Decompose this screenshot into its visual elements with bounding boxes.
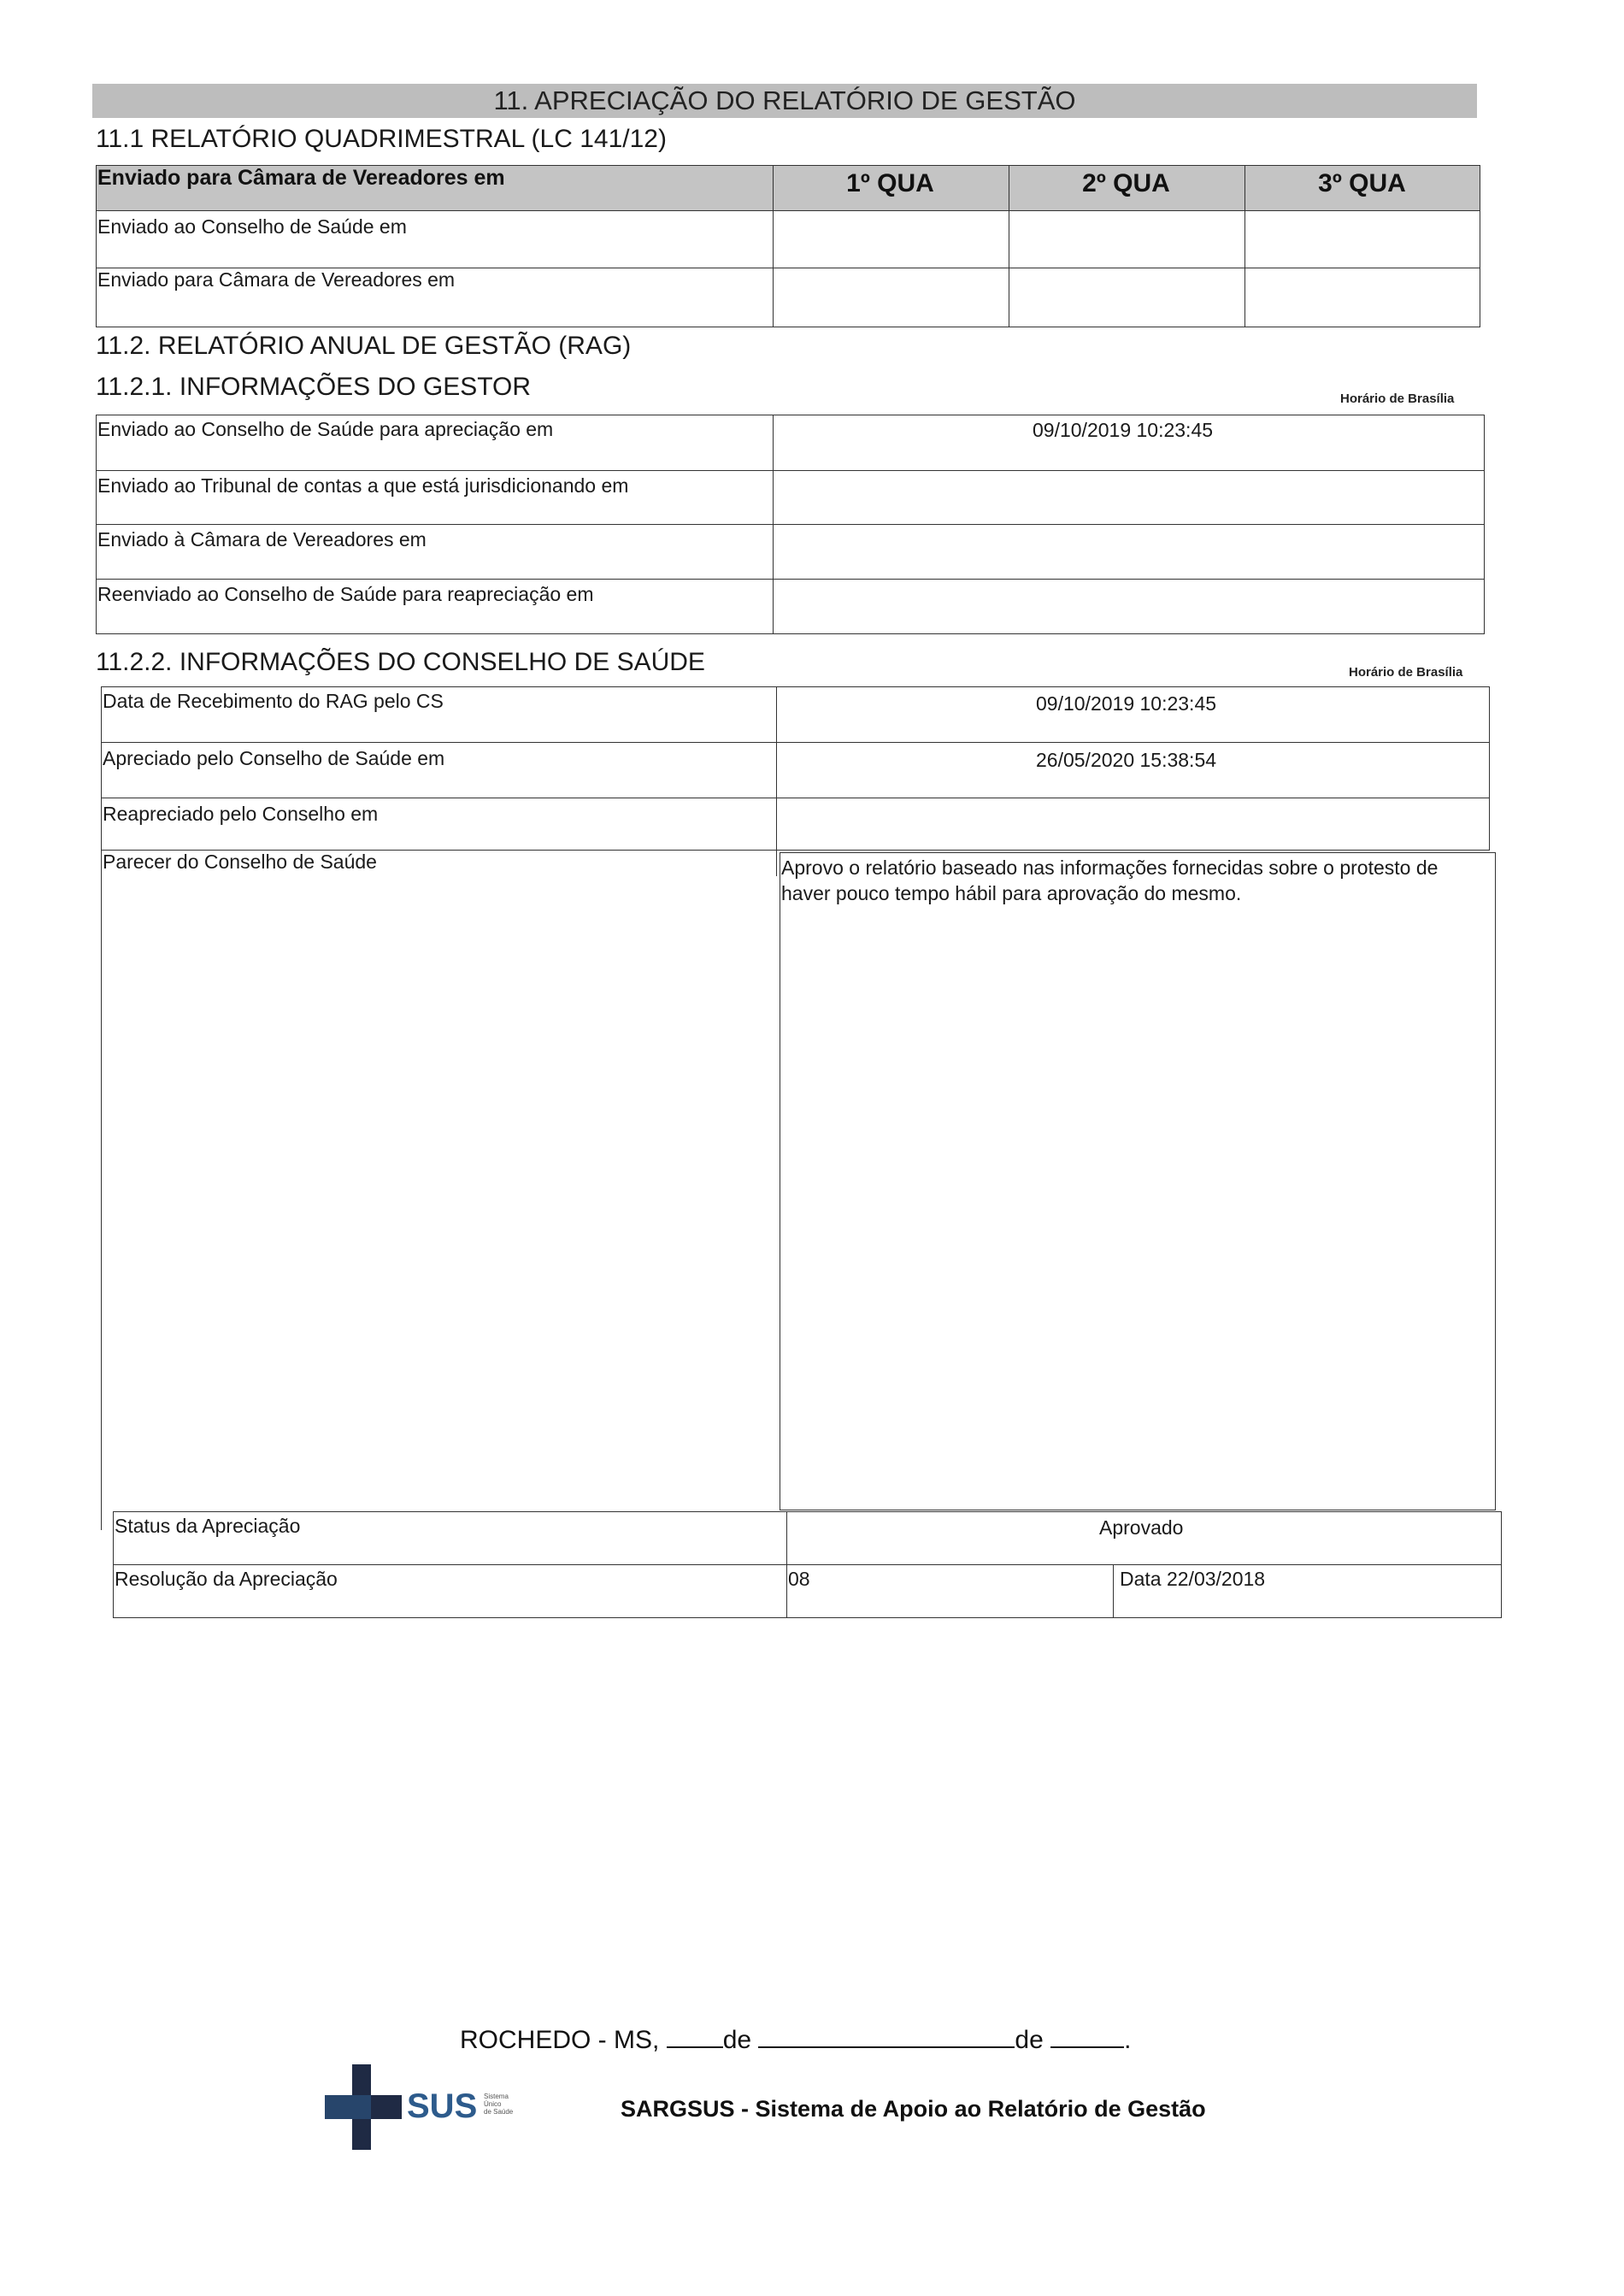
divider	[773, 415, 774, 634]
divider	[786, 1511, 787, 1618]
sus-logo-subtitle: Sistema Único de Saúde	[484, 2093, 514, 2116]
month-blank	[758, 2028, 1015, 2048]
conselho-row-value: 09/10/2019 10:23:45	[1036, 692, 1217, 715]
resolucao-date: Data 22/03/2018	[1120, 1568, 1266, 1590]
day-blank	[667, 2028, 723, 2048]
gestor-row-label: Enviado ao Tribunal de contas a que está jurisdicionando em	[97, 474, 629, 497]
parecer-box	[780, 852, 1496, 1510]
gestor-row-label: Enviado ao Conselho de Saúde para apreciação em	[97, 418, 554, 440]
divider	[96, 579, 1485, 580]
divider	[101, 851, 102, 1530]
sus-logo-text: SUS	[407, 2087, 478, 2125]
divider	[773, 165, 774, 327]
gestor-row-value: 09/10/2019 10:23:45	[1033, 419, 1214, 441]
column-3-qua: 3º QUA	[1318, 169, 1406, 197]
place-label: ROCHEDO - MS,	[460, 2026, 660, 2054]
divider	[96, 524, 1485, 525]
year-blank	[1050, 2028, 1124, 2048]
parecer-text: Aprovo o relatório baseado nas informações fornecidas sobre o protesto de haver pouco tempo hábil para aprovação do mesmo.	[781, 857, 1439, 904]
parecer-label: Parecer do Conselho de Saúde	[103, 851, 377, 873]
divider	[96, 210, 1480, 211]
system-title: SARGSUS - Sistema de Apoio ao Relatório de Gestão	[621, 2096, 1206, 2122]
divider	[776, 686, 777, 851]
column-1-qua: 1º QUA	[846, 169, 934, 197]
gestor-heading: 11.2.1. INFORMAÇÕES DO GESTOR	[96, 373, 532, 401]
quadrimestral-row-label: Enviado ao Conselho de Saúde em	[97, 215, 407, 238]
divider	[776, 851, 777, 876]
sus-cross-icon	[325, 2064, 402, 2150]
resolucao-value: 08	[788, 1568, 810, 1590]
quadrimestral-heading: 11.1 RELATÓRIO QUADRIMESTRAL (LC 141/12)	[96, 125, 667, 153]
column-2-qua: 2º QUA	[1082, 169, 1170, 197]
quadrimestral-row-label: Enviado para Câmara de Vereadores em	[97, 268, 456, 291]
resolucao-label: Resolução da Apreciação	[115, 1568, 338, 1590]
conselho-row-value: 26/05/2020 15:38:54	[1036, 749, 1217, 771]
conselho-row-label: Reapreciado pelo Conselho em	[103, 803, 379, 825]
quadrimestral-header-label: Enviado para Câmara de Vereadores em	[97, 166, 505, 190]
section-title: 11. APRECIAÇÃO DO RELATÓRIO DE GESTÃO	[92, 84, 1477, 118]
rag-heading: 11.2. RELATÓRIO ANUAL DE GESTÃO (RAG)	[96, 332, 632, 360]
quadrimestral-border	[96, 165, 1480, 327]
signature-line	[460, 2026, 1131, 2055]
de-label: de	[722, 2026, 752, 2054]
conselho-heading: 11.2.2. INFORMAÇÕES DO CONSELHO DE SAÚDE	[96, 648, 705, 676]
divider	[1113, 1564, 1114, 1618]
divider	[1244, 165, 1245, 327]
de-label: de	[1015, 2026, 1044, 2054]
period: .	[1124, 2026, 1132, 2054]
gestor-row-label: Enviado à Câmara de Vereadores em	[97, 528, 427, 550]
divider	[101, 742, 1490, 743]
status-label: Status da Apreciação	[115, 1515, 301, 1537]
status-value: Aprovado	[1099, 1516, 1184, 1539]
gestor-timezone-note: Horário de Brasília	[1340, 391, 1455, 406]
conselho-row-label: Data de Recebimento do RAG pelo CS	[103, 690, 444, 712]
gestor-row-label: Reenviado ao Conselho de Saúde para reapreciação em	[97, 583, 594, 605]
divider	[96, 470, 1485, 471]
conselho-row-label: Apreciado pelo Conselho de Saúde em	[103, 747, 445, 769]
conselho-timezone-note: Horário de Brasília	[1349, 665, 1463, 680]
divider	[113, 1564, 1502, 1565]
